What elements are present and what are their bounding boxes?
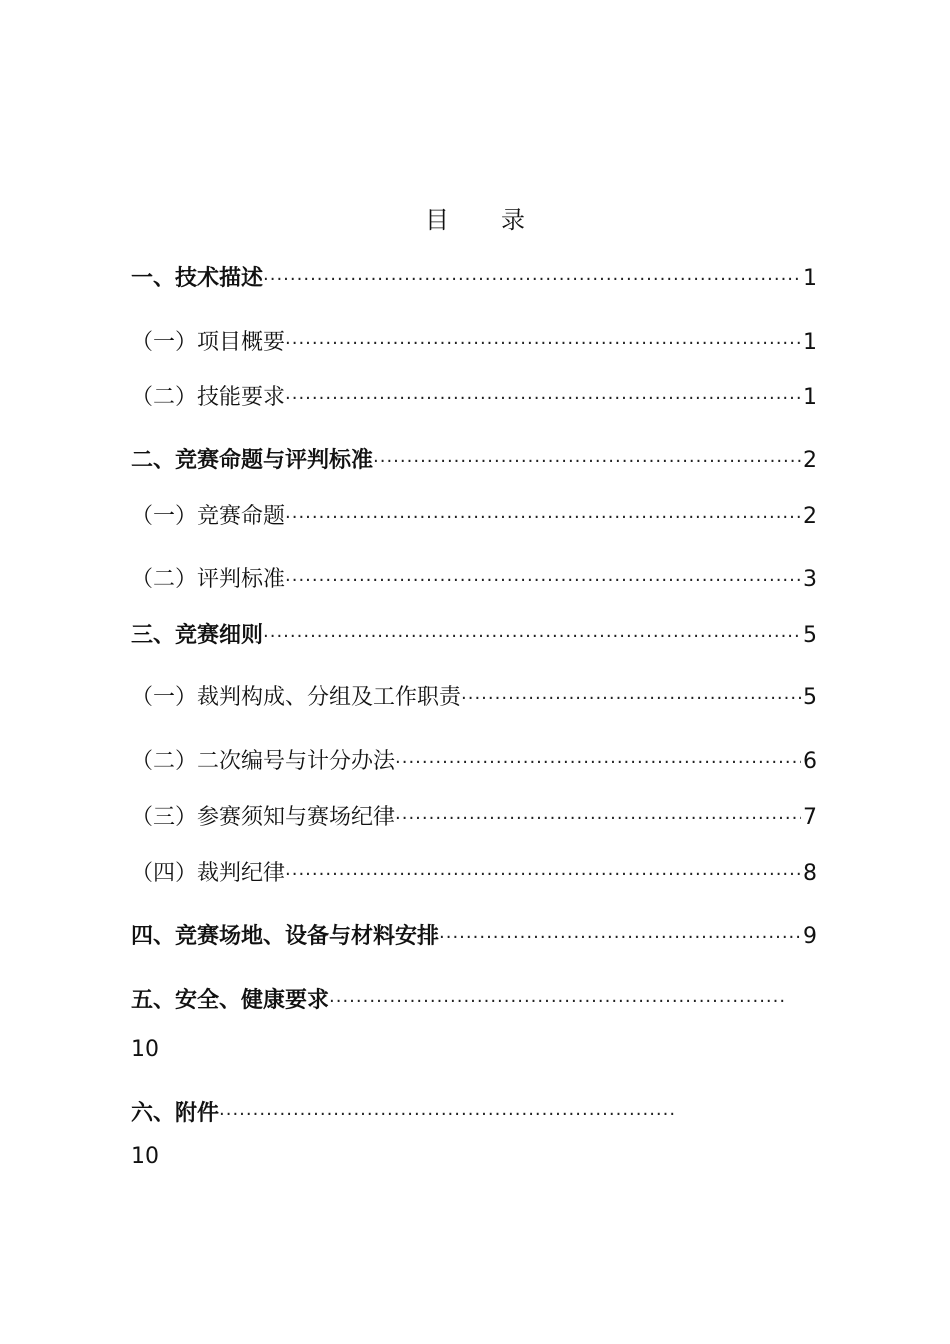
toc-entry-page: 1 — [803, 266, 817, 291]
toc-leader-dots — [285, 328, 801, 360]
toc-entry-label: 五、安全、健康要求 — [131, 988, 330, 1013]
toc-entry-page: 10 — [131, 1037, 159, 1062]
toc-leader-dots — [461, 683, 801, 715]
toc-entry-page: 2 — [803, 504, 817, 529]
toc-entry-section-2-1[interactable] — [131, 501, 817, 533]
toc-entry-label: 四、竞赛场地、设备与材料安排 — [131, 924, 440, 949]
toc-leader-dots — [285, 502, 801, 534]
toc-entry-section-1-1[interactable] — [131, 327, 817, 359]
toc-entry-page: 8 — [803, 861, 817, 886]
toc-entry-section-5[interactable] — [131, 985, 801, 1017]
toc-leader-dots — [263, 621, 801, 653]
toc-title-part1: 目 — [425, 206, 449, 234]
toc-entry-page: 2 — [803, 448, 817, 473]
toc-entry-section-1[interactable] — [131, 263, 817, 295]
toc-entry-section-6[interactable] — [131, 1098, 801, 1130]
toc-title-part2: 录 — [501, 206, 525, 234]
toc-entry-section-3-2[interactable] — [131, 746, 817, 778]
toc-leader-dots — [263, 264, 801, 296]
toc-entry-label: 三、竞赛细则 — [131, 623, 264, 648]
toc-entry-page: 7 — [803, 805, 817, 830]
toc-leader-dots — [329, 986, 784, 1018]
toc-entry-section-1-2[interactable] — [131, 382, 817, 414]
toc-leader-dots — [439, 922, 801, 954]
toc-leader-dots — [395, 747, 801, 779]
toc-entry-page: 10 — [131, 1144, 159, 1169]
toc-entry-label: 二、竞赛命题与评判标准 — [131, 448, 374, 473]
toc-entry-section-4[interactable] — [131, 921, 817, 953]
toc-entry-label: （二）评判标准 — [131, 567, 286, 592]
toc-entry-page: 5 — [803, 623, 817, 648]
toc-entry-label: （四）裁判纪律 — [131, 861, 286, 886]
toc-entry-page: 1 — [803, 385, 817, 410]
toc-entry-label: （二）二次编号与计分办法 — [131, 749, 396, 774]
toc-entry-page: 3 — [803, 567, 817, 592]
toc-entry-section-2[interactable] — [131, 445, 817, 477]
toc-leader-dots — [395, 803, 801, 835]
toc-entry-label: （三）参赛须知与赛场纪律 — [131, 805, 396, 830]
toc-entry-label: （一）裁判构成、分组及工作职责 — [131, 685, 462, 710]
toc-entry-page: 5 — [803, 685, 817, 710]
toc-entry-section-3-1[interactable] — [131, 682, 817, 714]
toc-leader-dots — [219, 1099, 674, 1131]
toc-entry-section-3-3[interactable] — [131, 802, 817, 834]
toc-leader-dots — [373, 446, 801, 478]
toc-entry-label: （一）项目概要 — [131, 330, 286, 355]
toc-entry-section-3[interactable] — [131, 620, 817, 652]
toc-entry-label: 六、附件 — [131, 1101, 220, 1126]
toc-entry-section-3-4[interactable] — [131, 858, 817, 890]
toc-entry-section-2-2[interactable] — [131, 564, 817, 596]
toc-leader-dots — [285, 565, 801, 597]
toc-entry-label: （一）竞赛命题 — [131, 504, 286, 529]
toc-leader-dots — [285, 383, 801, 415]
toc-entry-page: 6 — [803, 749, 817, 774]
toc-entry-page: 1 — [803, 330, 817, 355]
toc-entry-label: 一、技术描述 — [131, 266, 264, 291]
toc-entry-label: （二）技能要求 — [131, 385, 286, 410]
toc-leader-dots — [285, 859, 801, 891]
toc-entry-page: 9 — [803, 924, 817, 949]
